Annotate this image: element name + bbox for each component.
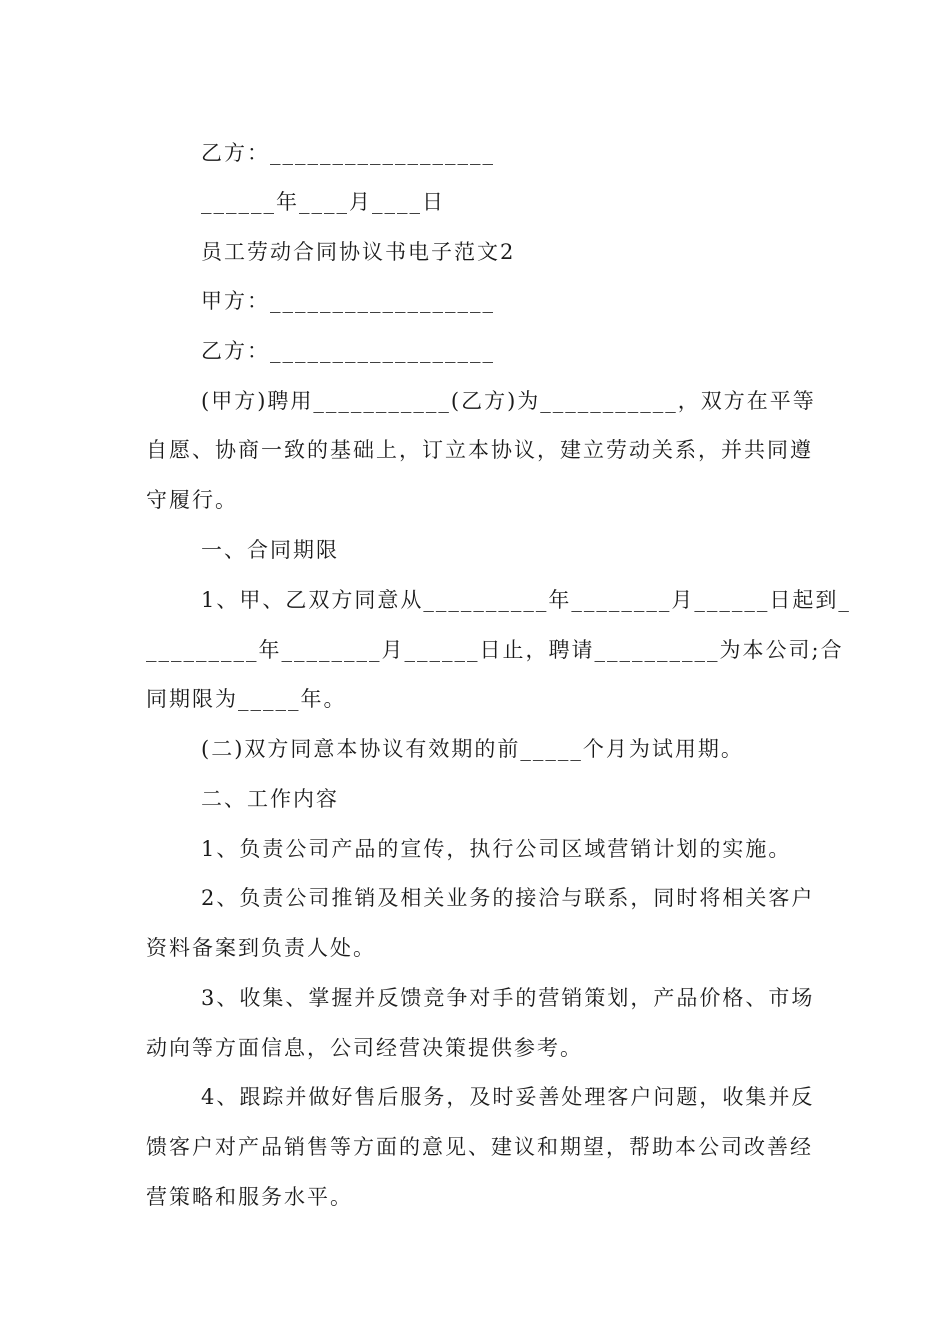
paragraph-line: _________年________月______日止，聘请__________为本公司;合 [146, 638, 844, 662]
paragraph-line: 营策略和服务水平。 [146, 1185, 353, 1209]
date-line: ______年____月____日 [201, 190, 445, 214]
paragraph-line: (二)双方同意本协议有效期的前_____个月为试用期。 [201, 737, 744, 761]
paragraph-line: 同期限为_____年。 [146, 687, 347, 711]
paragraph-line: 3、收集、掌握并反馈竞争对手的营销策划，产品价格、市场 [201, 986, 815, 1010]
paragraph-line: (甲方)聘用___________(乙方)为___________，双方在平等 [201, 389, 816, 413]
paragraph-line: 1、甲、乙双方同意从__________年________月______日起到_ [201, 588, 851, 612]
document-title: 员工劳动合同协议书电子范文2 [201, 240, 516, 264]
paragraph-line: 自愿、协商一致的基础上，订立本协议，建立劳动关系，并共同遵 [146, 438, 813, 462]
paragraph-line: 守履行。 [146, 488, 238, 512]
paragraph-line: 资料备案到负责人处。 [146, 936, 376, 960]
section-heading: 二、工作内容 [201, 787, 339, 811]
paragraph-line: 4、跟踪并做好售后服务，及时妥善处理客户问题，收集并反 [201, 1085, 815, 1109]
paragraph-line: 1、负责公司产品的宣传，执行公司区域营销计划的实施。 [201, 837, 792, 861]
party-a-line: 甲方：__________________ [201, 289, 495, 313]
party-b-line: 乙方：__________________ [201, 141, 495, 165]
paragraph-line: 2、负责公司推销及相关业务的接洽与联系，同时将相关客户 [201, 886, 815, 910]
party-b-line-2: 乙方：__________________ [201, 339, 495, 363]
paragraph-line: 馈客户对产品销售等方面的意见、建议和期望，帮助本公司改善经 [146, 1135, 813, 1159]
section-heading: 一、合同期限 [201, 538, 339, 562]
paragraph-line: 动向等方面信息，公司经营决策提供参考。 [146, 1036, 583, 1060]
